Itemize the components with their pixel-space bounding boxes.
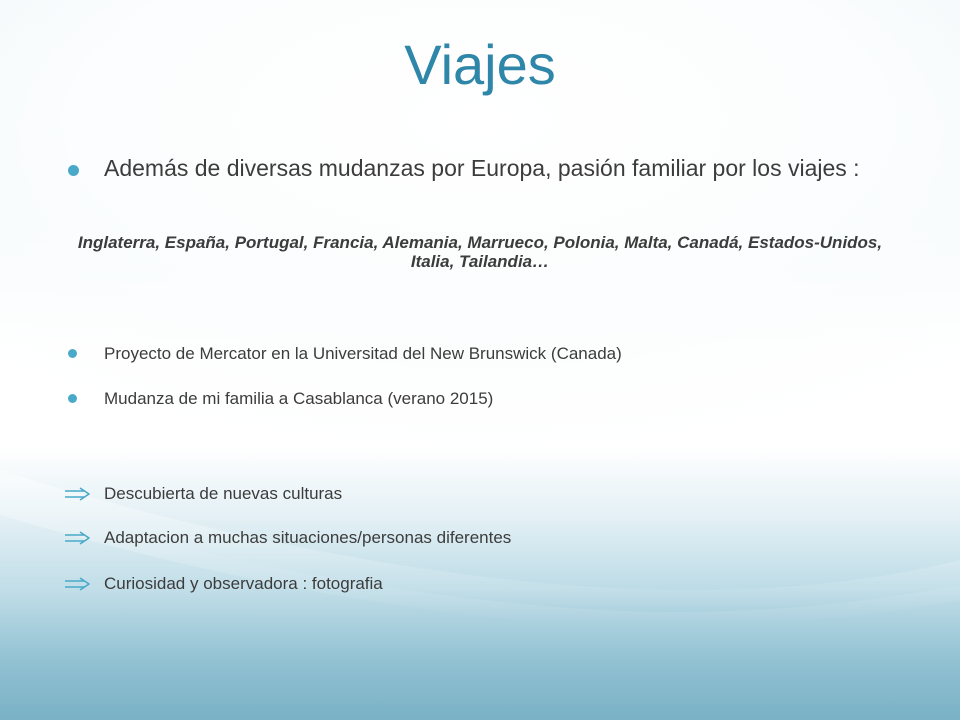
double-arrow-right-icon [64, 577, 94, 591]
bullet-item: Proyecto de Mercator en la Universitad del New Brunswick (Canada) [104, 344, 622, 363]
bullet-dot-icon [68, 165, 79, 176]
bullet-dot-icon [68, 349, 77, 358]
main-bullet-text: Además de diversas mudanzas por Europa, pasión familiar por los viajes : [104, 155, 860, 181]
double-arrow-right-icon [64, 487, 94, 501]
countries-list: Inglaterra, España, Portugal, Francia, Alemania, Marrueco, Polonia, Malta, Canadá, Estados-Unidos, Italia, Tailandia… [77, 233, 883, 271]
bullet-item: Mudanza de mi familia a Casablanca (verano 2015) [104, 389, 494, 408]
bullet-dot-icon [68, 394, 77, 403]
slide-title: Viajes [404, 33, 556, 96]
arrow-item: Curiosidad y observadora : fotografia [104, 574, 383, 593]
double-arrow-right-icon [64, 531, 94, 545]
arrow-item: Descubierta de nuevas culturas [104, 484, 343, 503]
arrow-item: Adaptacion a muchas situaciones/personas diferentes [104, 528, 512, 547]
